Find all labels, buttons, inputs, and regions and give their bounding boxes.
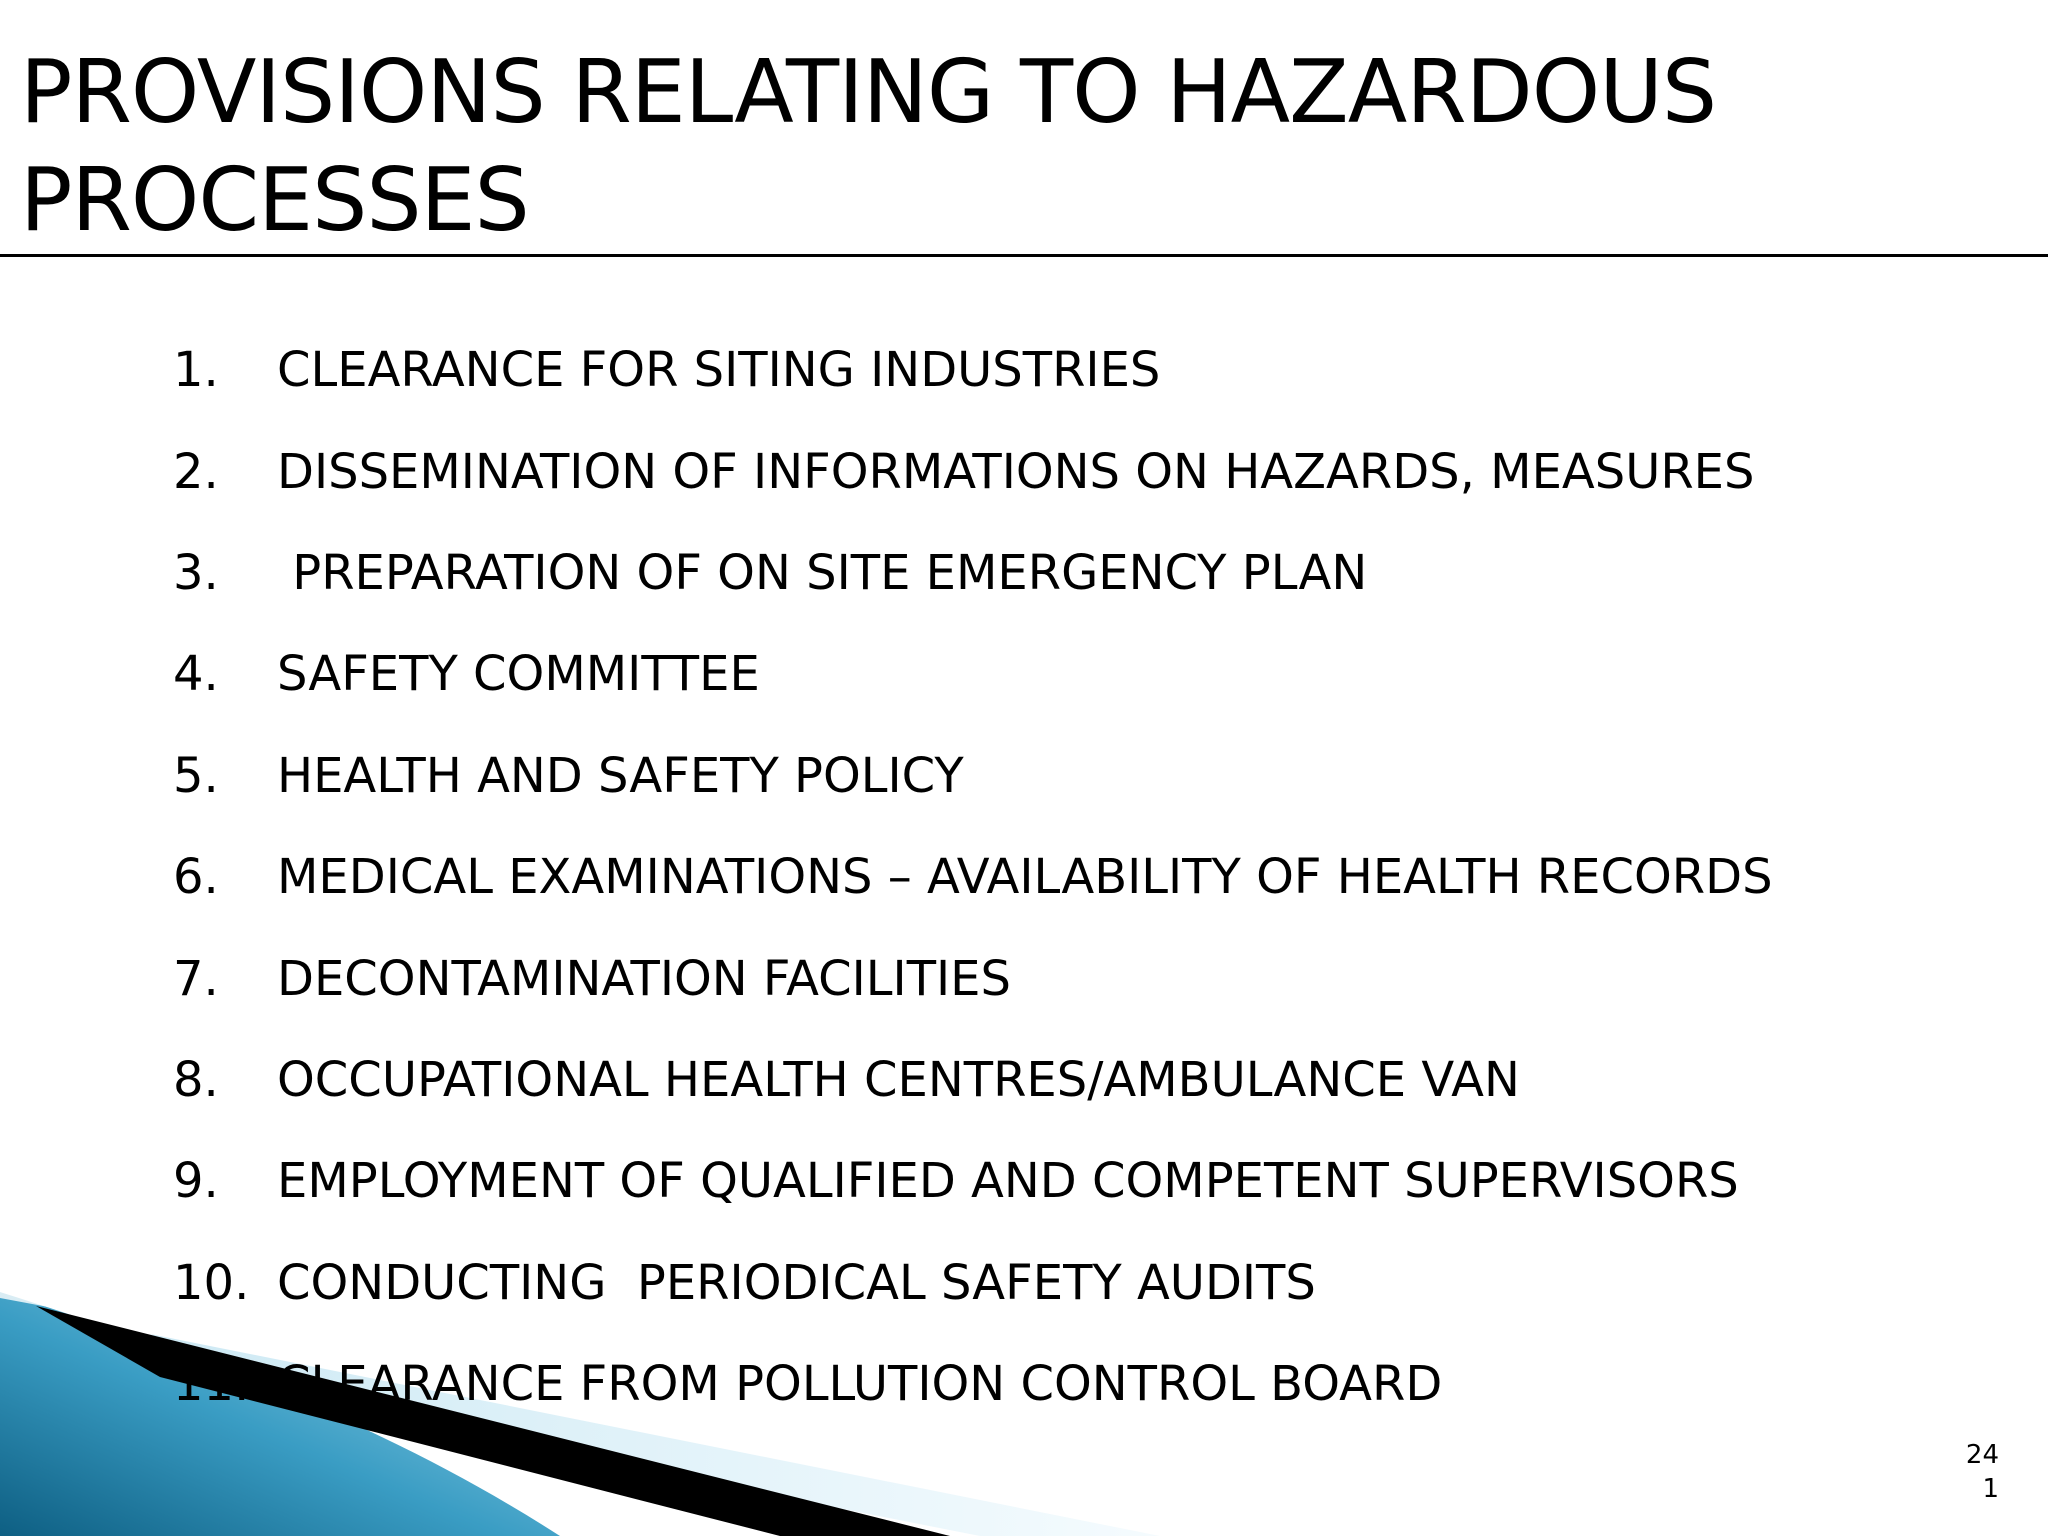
list-item [0,338,1800,402]
list-item [0,1149,1800,1213]
item-number: 6. [173,849,219,905]
item-text: CONDUCTING PERIODICAL SAFETY AUDITS [277,1255,1316,1311]
item-number: 7. [173,951,219,1007]
list-item [0,642,1800,706]
slide-title: PROVISIONS RELATING TO HAZARDOUS PROCESSES [20,41,1717,251]
item-text: DECONTAMINATION FACILITIES [277,951,1011,1007]
item-number: 3. [173,545,219,601]
page-number-line-2: 1 [1982,1474,1999,1504]
list-item [0,1048,1800,1112]
page-number [1939,1438,1999,1506]
title-divider [0,254,2048,257]
page-number-line-1: 24 [1965,1440,1999,1470]
item-text: SAFETY COMMITTEE [277,646,760,702]
list-item [0,947,1800,1011]
item-number: 4. [173,646,219,702]
item-text: CLEARANCE FROM POLLUTION CONTROL BOARD [277,1356,1443,1412]
list-item [0,1251,1800,1315]
item-number: 8. [173,1052,219,1108]
item-number: 5. [173,748,219,804]
item-text: OCCUPATIONAL HEALTH CENTRES/AMBULANCE VAN [277,1052,1520,1108]
list-item [0,541,1800,605]
item-number: 1. [173,342,219,398]
list-item [0,1352,1800,1416]
item-number: 10. [173,1255,250,1311]
item-text: CLEARANCE FOR SITING INDUSTRIES [277,342,1161,398]
item-text: DISSEMINATION OF INFORMATIONS ON HAZARDS, MEASURES [277,444,1755,500]
item-number: 9. [173,1153,219,1209]
item-number: 11. [173,1356,250,1412]
list-item [0,744,1800,808]
list-item [0,845,1800,909]
item-text: PREPARATION OF ON SITE EMERGENCY PLAN [277,545,1368,601]
item-text: EMPLOYMENT OF QUALIFIED AND COMPETENT SUPERVISORS [277,1153,1739,1209]
item-text: MEDICAL EXAMINATIONS – AVAILABILITY OF HEALTH RECORDS [277,849,1773,905]
item-text: HEALTH AND SAFETY POLICY [277,748,964,804]
list-item [0,440,1800,504]
item-number: 2. [173,444,219,500]
